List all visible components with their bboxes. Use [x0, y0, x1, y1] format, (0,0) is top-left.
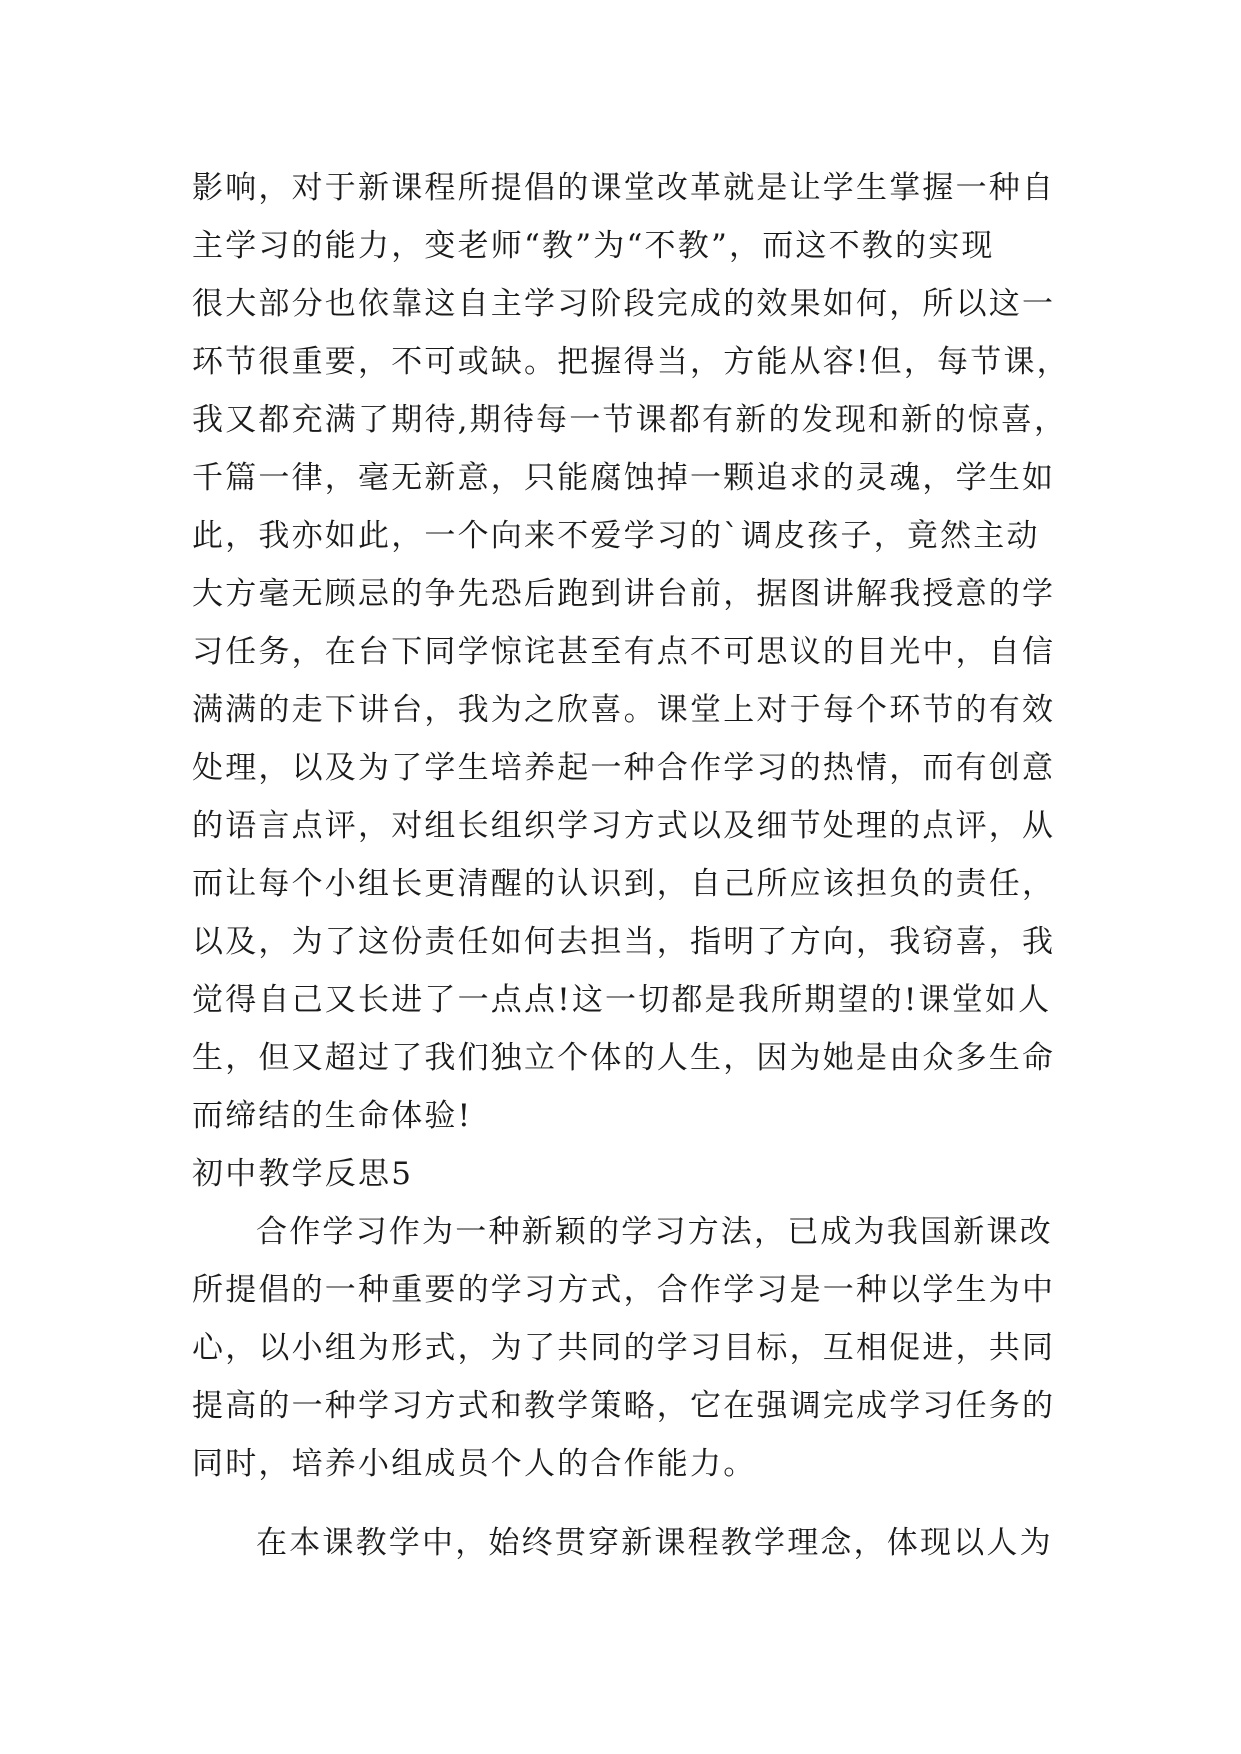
text-line: 在本课教学中，始终贯穿新课程教学理念，体现以人为: [256, 1525, 1053, 1561]
text-line: 很大部分也依靠这自主学习阶段完成的效果如何，所以这一: [192, 286, 1056, 322]
text-line: 主学习的能力，变老师“教”为“不教”，而这不教的实现: [192, 228, 995, 264]
text-line: 所提倡的一种重要的学习方式，合作学习是一种以学生为中: [192, 1272, 1056, 1308]
text-line: 提高的一种学习方式和教学策略，它在强调完成学习任务的: [192, 1388, 1056, 1424]
text-line: 千篇一律，毫无新意，只能腐蚀掉一颗追求的灵魂，学生如: [192, 460, 1056, 496]
text-line: 心，以小组为形式，为了共同的学习目标，互相促进，共同: [192, 1330, 1056, 1366]
text-line: 觉得自己又长进了一点点!这一切都是我所期望的!课堂如人: [192, 982, 1052, 1018]
text-line: 我又都充满了期待,期待每一节课都有新的发现和新的惊喜，: [192, 402, 1068, 438]
text-line: 以及，为了这份责任如何去担当，指明了方向，我窃喜，我: [192, 924, 1056, 960]
text-line: 满满的走下讲台，我为之欣喜。课堂上对于每个环节的有效: [192, 692, 1056, 728]
section-heading: 初中教学反思5: [192, 1156, 414, 1192]
text-line: 环节很重要，不可或缺。把握得当，方能从容!但，每节课，: [192, 344, 1070, 380]
text-line: 而缔结的生命体验!: [192, 1098, 473, 1134]
text-line: 此，我亦如此，一个向来不爱学习的`调皮孩子，竟然主动: [192, 518, 1040, 554]
text-line: 处理，以及为了学生培养起一种合作学习的热情，而有创意: [192, 750, 1056, 786]
text-line: 生，但又超过了我们独立个体的人生，因为她是由众多生命: [192, 1040, 1056, 1076]
text-line: 习任务，在台下同学惊诧甚至有点不可思议的目光中，自信: [192, 634, 1056, 670]
text-line: 影响，对于新课程所提倡的课堂改革就是让学生掌握一种自: [192, 170, 1056, 206]
text-line: 的语言点评，对组长组织学习方式以及细节处理的点评，从: [192, 808, 1056, 844]
text-line: 大方毫无顾忌的争先恐后跑到讲台前，据图讲解我授意的学: [192, 576, 1056, 612]
text-line: 合作学习作为一种新颖的学习方法，已成为我国新课改: [256, 1214, 1053, 1250]
text-line: 而让每个小组长更清醒的认识到，自己所应该担负的责任，: [192, 866, 1056, 902]
text-line: 同时，培养小组成员个人的合作能力。: [192, 1446, 757, 1482]
